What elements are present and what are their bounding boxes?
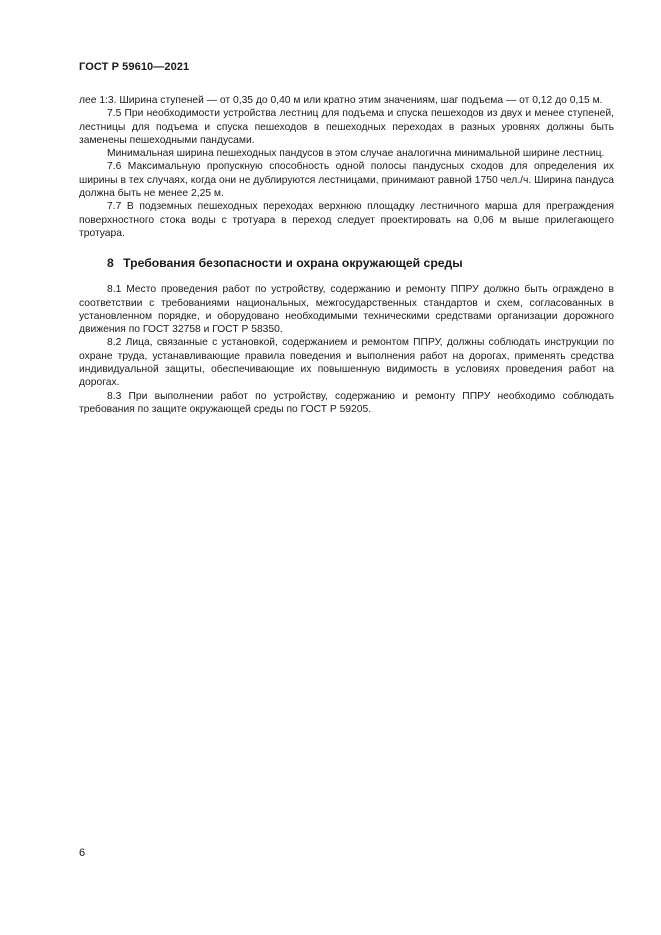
paragraph-min-ramp-width: Минимальная ширина пешеходных пандусов в этом случае аналогична минимальной ширине лестниц. [107, 148, 605, 160]
paragraph-7-7: 7.7 В подземных пешеходных переходах верхнюю площадку лестничного марша для преграждения поверхностного стока воды с тротуара в переход следует проектировать на 0,06 м выше прилегающего тротуара. [79, 201, 614, 239]
paragraph-7-5: 7.5 При необходимости устройства лестниц для подъема и спуска пешеходов из двух и менее ступеней, лестницы для подъема и спуска пешеходов в пешеходных переходах в разных уровнях должны быть заменены пешеходными пандусами. [79, 108, 614, 146]
section-title: Требования безопасности и охрана окружающей среды [123, 256, 463, 271]
paragraph-8-2: 8.2 Лица, связанные с установкой, содержанием и ремонтом ППРУ, должны соблюдать инструкции по охране труда, устанавливающие правила поведения и выполнения работ на дорогах, применять средства индивидуальной защиты, обеспечивающие их повышенную видимость в условиях проведения работ на дорогах. [79, 337, 614, 389]
document-body [79, 94, 614, 416]
section-8-heading [79, 256, 614, 271]
paragraph-8-3: 8.3 При выполнении работ по устройству, содержанию и ремонту ППРУ необходимо соблюдать требования по защите окружающей среды по ГОСТ Р 59205. [79, 390, 614, 415]
paragraph-continuation: лее 1:3. Ширина ступеней — от 0,35 до 0,40 м или кратно этим значениям, шаг подъема — от 0,12 до 0,15 м. [79, 95, 603, 106]
paragraph-7-6: 7.6 Максимальную пропускную способность одной полосы пандусных сходов для определения их ширины в тех случаях, когда они не дублируются лестницами, принимают равной 1750 чел./ч. Ширина пандуса должна быть не менее 2,25 м. [79, 161, 614, 200]
section-number: 8 [107, 256, 114, 271]
page-number: 6 [79, 847, 86, 859]
document-code-header: ГОСТ Р 59610—2021 [79, 61, 190, 73]
paragraph-8-1: 8.1 Место проведения работ по устройству, содержанию и ремонту ППРУ должно быть ограждено в соответствии с требованиями национальных, межгосударственных стандартов и схем, согласованных в установленном порядке, и оборудовано необходимыми техническими средствами организации дорожного движения по ГОСТ 32758 и ГОСТ Р 58350. [79, 284, 614, 336]
